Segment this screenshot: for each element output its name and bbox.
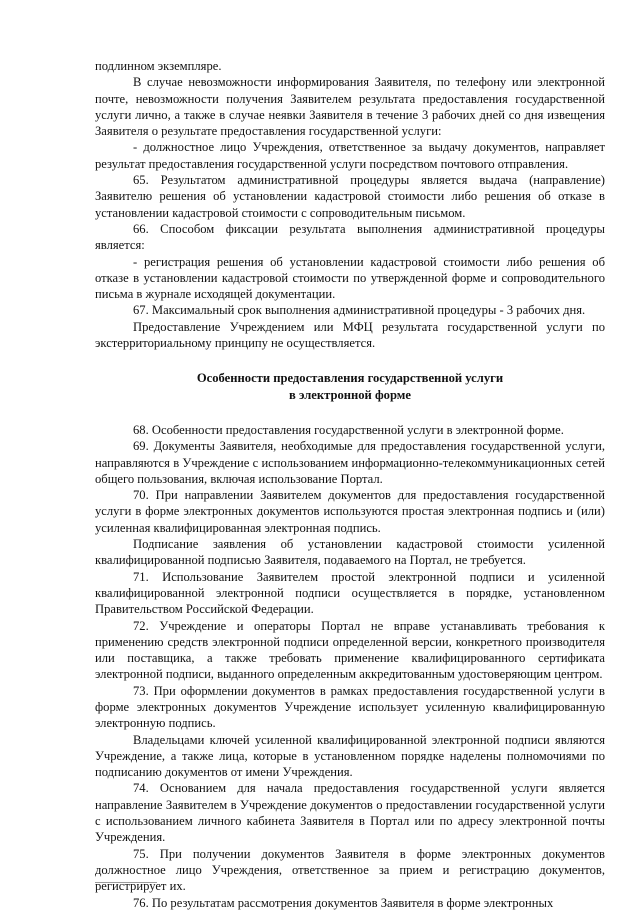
paragraph: Владельцами ключей усиленной квалифицированной электронной подписи являются Учреждение, а также лица, которые в установленном порядке наделены полномочиями по подписанию документов от имени Учреждения.	[95, 732, 605, 780]
paragraph: Предоставление Учреждением или МФЦ результата государственной услуги по экстерриториальному принципу не осуществляется.	[95, 319, 605, 351]
paragraph: В случае невозможности информирования Заявителя, по телефону или электронной почте, невозможности получения Заявителем результата предоставления государственной услуги лично, а также в случае неявки Заявителя в течение 3 рабочих дней со дня извещения Заявителя о результате предоставления государственной услуги:	[95, 75, 605, 139]
paragraph: Подписание заявления об установлении кадастровой стоимости усиленной квалифицированной подписью Заявителя, подаваемого на Портал, не требуется.	[95, 537, 605, 568]
paragraph: подлинном экземпляре.	[95, 59, 222, 73]
paragraph: 67. Максимальный срок выполнения административной процедуры - 3 рабочих дня.	[133, 303, 586, 318]
document-page	[95, 58, 605, 911]
paragraph: - должностное лицо Учреждения, ответственное за выдачу документов, направляет результат предоставления государственной услуги посредством почтового отправления.	[95, 140, 605, 171]
paragraph: 73. При оформлении документов в рамках предоставления государственной услуги в форме электронных документов Учреждение использует усиленную квалифицированную электронную подпись.	[95, 683, 605, 731]
paragraph: 65. Результатом административной процедуры является выдача (направление) Заявителю решения об установлении кадастровой стоимости либо решения об отказе в установлении кадастровой стоимости с сопроводительным письмом.	[95, 173, 605, 220]
paragraph: 66. Способом фиксации результата выполнения административной процедуры является:	[95, 221, 605, 253]
section-heading-line-1: Особенности предоставления государственной услуги	[196, 371, 504, 386]
section-heading	[95, 370, 605, 403]
body-text-bottom	[95, 422, 605, 911]
section-heading-line-2: в электронной форме	[289, 387, 411, 402]
paragraph: 71. Использование Заявителем простой электронной подписи и усиленной квалифицированной электронной подписи осуществляется в порядке, установленном Правительством Российской Федерации.	[95, 569, 605, 617]
paragraph: - регистрация решения об установлении кадастровой стоимости либо решения об отказе в установлении кадастровой стоимости по утвержденной форме и сопроводительного письма в журнале исходящей документации.	[95, 254, 605, 302]
footer-rule	[95, 882, 157, 883]
paragraph: 74. Основанием для начала предоставления государственной услуги является направление Заявителем в Учреждение документов о предоставлении государственной услуги с использованием личного кабинета Заявителя в Портал или по адресу электронной почты Учреждения.	[95, 781, 605, 845]
paragraph: 68. Особенности предоставления государственной услуги в электронной форме.	[133, 422, 564, 437]
paragraph: 69. Документы Заявителя, необходимые для предоставления государственной услуги, направляются в Учреждение с использованием информационно-телекоммуникационных сетей общего пользования, включая использование Портал.	[95, 439, 605, 486]
paragraph: 70. При направлении Заявителем документов для предоставления государственной услуги в форме электронных документов используются простая электронная подпись и (или) усиленная квалифицированная электронная подпись.	[95, 488, 605, 535]
body-text-top	[95, 58, 605, 351]
paragraph: 72. Учреждение и операторы Портал не вправе устанавливать требования к применению средств электронной подписи определенной версии, конкретного производителя или поставщика, а также требовать применение квалифицированного сертификата электронной подписи, выданного определенным аккредитованным удостоверяющим центром.	[95, 618, 605, 682]
paragraph: 76. По результатам рассмотрения документов Заявителя в форме электронных	[133, 895, 554, 910]
paragraph: 75. При получении документов Заявителя в форме электронных документов должностное лицо Учреждения, ответственное за прием и регистрацию документов, регистрирует их.	[95, 846, 605, 894]
